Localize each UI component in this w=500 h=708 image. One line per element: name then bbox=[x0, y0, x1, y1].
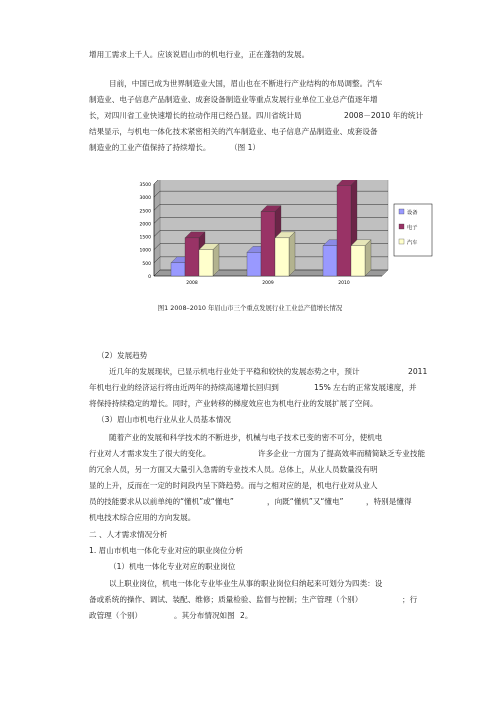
bar-chart-svg bbox=[128, 180, 440, 290]
bar bbox=[199, 250, 213, 276]
body-text-line: 员的技能要求从以前单纯的“懂机”或“懂电” bbox=[89, 497, 234, 506]
y-tick-label: 2000 bbox=[139, 222, 151, 228]
y-tick-label: 3000 bbox=[139, 196, 151, 202]
body-text-line: 制造业的工业产值保持了持续增长。 bbox=[89, 143, 211, 152]
body-text-line: 许多企业一方面为了提高效率而精简缺乏专业技能 bbox=[258, 449, 426, 458]
body-text-line: 增用工需求上千人。应该说眉山市的机电行业，正在蓬勃的发展。 bbox=[89, 50, 310, 59]
legend-label: 汽车 bbox=[407, 240, 418, 246]
y-tick-label: 1000 bbox=[139, 248, 151, 254]
subsection-heading: 1. 眉山市机电一体化专业对应的职业岗位分析 bbox=[89, 546, 243, 555]
body-text-line: 。其分布情况如图 bbox=[174, 611, 235, 620]
legend-swatch bbox=[399, 224, 404, 229]
bar bbox=[185, 238, 199, 276]
body-text-line: 显的上升，反而在一定的时间段内呈下降趋势。而与之相对应的是，机电行业对从业人 bbox=[89, 481, 378, 490]
section-heading: （2）发展趋势 bbox=[97, 351, 148, 360]
bar bbox=[261, 212, 275, 276]
body-text-line: 备或系统的操作、调试、装配、维修；质量检验、监督与控制；生产管理（个别） bbox=[89, 595, 363, 604]
body-text-line: 的冗余人员，另一方面又大量引入急需的专业技术人员。总体上，从业人员数量没有明 bbox=[89, 465, 378, 474]
legend-swatch bbox=[399, 209, 404, 214]
bar bbox=[275, 238, 289, 276]
y-tick-label: 3500 bbox=[139, 183, 151, 188]
body-text-line: ，特别是懂得 bbox=[366, 497, 412, 506]
bar bbox=[337, 185, 351, 276]
body-text-line: 目前，中国已成为世界制造业大国，眉山也在不断进行产业结构的布局调整。汽车 bbox=[109, 79, 383, 88]
legend-swatch bbox=[399, 239, 404, 244]
body-text-line: 将保持持续稳定的增长。同时，产业转移的梯度效应也为机电行业的发展扩展了空间。 bbox=[89, 399, 378, 408]
body-text-line: 15% bbox=[314, 383, 331, 392]
subsection-heading: （1）机电一体化专业对应的职业岗位 bbox=[109, 562, 236, 571]
x-tick-label: 2009 bbox=[262, 281, 274, 286]
bar bbox=[351, 246, 365, 276]
bar bbox=[171, 263, 185, 276]
y-tick-label: 2500 bbox=[139, 209, 151, 215]
body-text-line: 2011 bbox=[408, 367, 428, 376]
section-heading: （3）眉山市机电行业从业人员基本情况 bbox=[97, 415, 231, 424]
x-tick-label: 2008 bbox=[186, 281, 198, 286]
body-text-line: 以上职业岗位，机电一体化专业毕业生从事的职业岗位归纳起来可划分为四类：设 bbox=[109, 579, 383, 588]
body-text-line: 近几年的发展现状，已显示机电行业处于平稳和较快的发展态势之中，预计 bbox=[109, 367, 360, 376]
body-text-line: 年机电行业的经济运行将由近两年的持续高速增长回归到 bbox=[89, 383, 279, 392]
y-tick-label: 0 bbox=[148, 275, 151, 280]
body-text-line: 政管理（个别） bbox=[89, 611, 143, 620]
body-text-line: ，向既“懂机”又“懂电” bbox=[267, 497, 344, 506]
body-text-line: 2。 bbox=[240, 611, 253, 620]
bar bbox=[323, 246, 337, 276]
body-text-line: 随着产业的发展和科学技术的不断进步，机械与电子技术已变的密不可分，使机电 bbox=[109, 433, 383, 442]
figure-caption: 图1 2008–2010 年眉山市三个重点发展行业工业总产值增长情况 bbox=[157, 304, 343, 312]
body-text-line: 制造业、电子信息产品制造业、成套设备制造业等重点发展行业单位工业总产值逐年增 bbox=[89, 95, 378, 104]
body-text-line: 长，对四川省工业快速增长的拉动作用已经凸显。四川省统计局 bbox=[89, 111, 302, 120]
x-tick-label: 2010 bbox=[338, 281, 350, 286]
legend-label: 电子 bbox=[407, 225, 418, 231]
body-text-line: 左右的正常发展速度，并 bbox=[333, 383, 417, 392]
legend-label: 设备 bbox=[407, 210, 418, 216]
body-text-line: 结果显示，与机电一体化技术紧密相关的汽车制造业、电子信息产品制造业、成套设备 bbox=[89, 127, 378, 136]
part-heading: 二 、人才需求情况分析 bbox=[89, 530, 168, 539]
bar-side bbox=[289, 232, 295, 276]
bar-side bbox=[365, 240, 371, 276]
y-tick-label: 500 bbox=[142, 261, 151, 267]
body-text-line: 机电技术综合应用的方向发展。 bbox=[89, 513, 196, 522]
y-tick-label: 1500 bbox=[139, 235, 151, 241]
figure-reference: （图 1） bbox=[230, 143, 261, 152]
body-text-line: 2008－2010 年的统计 bbox=[344, 111, 424, 120]
bar bbox=[247, 252, 261, 276]
bar-chart bbox=[128, 180, 440, 290]
body-text-line: 行业对人才需求发生了很大的变化。 bbox=[89, 449, 211, 458]
body-text-line: ；行 bbox=[402, 595, 418, 604]
